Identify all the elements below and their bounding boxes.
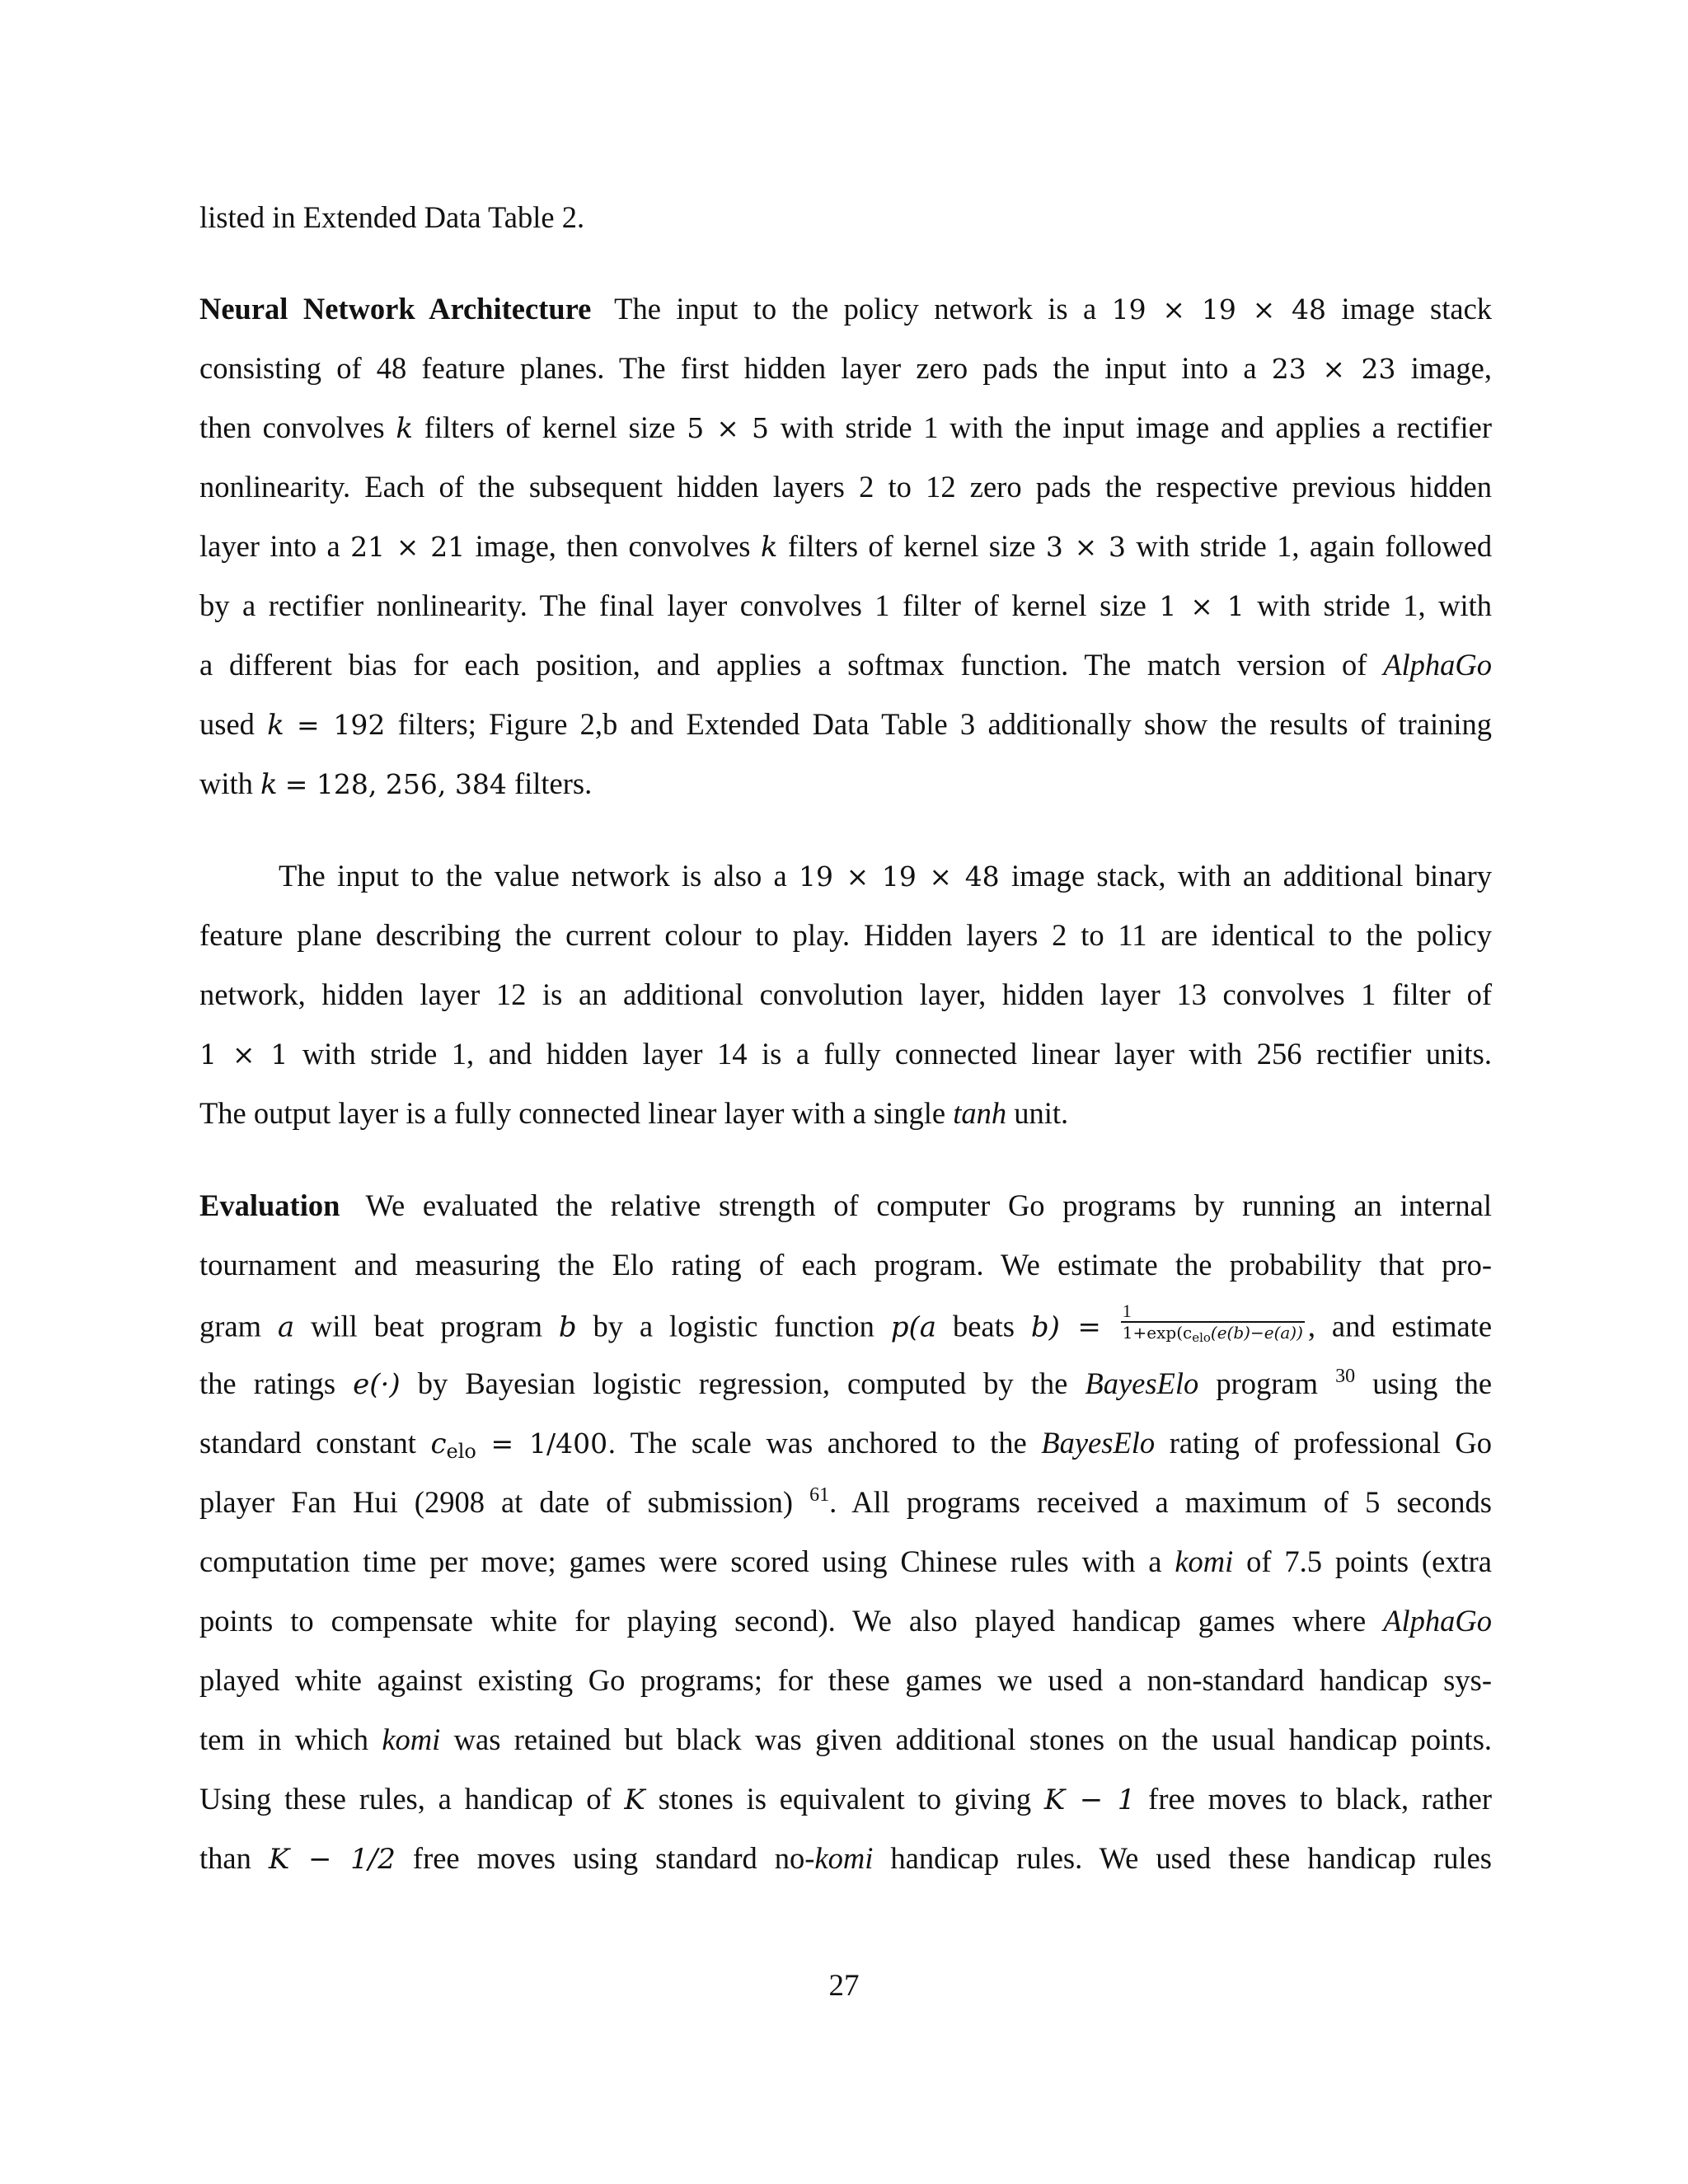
text-line: computation time per move; games were scored using Chinese rules with a komi of 7.5 points (extra: [199, 1544, 1493, 1578]
text-line: by a rectifier nonlinearity. The final layer convolves 1 filter of kernel size 1 × 1 with stride 1, with: [199, 588, 1493, 622]
section-heading-neural-network: Neural Network Architecture: [199, 292, 592, 326]
text-line: then convolves k filters of kernel size 5 × 5 with stride 1 with the input image and applies a rectifier: [199, 410, 1493, 445]
text-line: The input to the value network is also a 19 × 19 × 48 image stack, with an additional binary: [279, 859, 1493, 893]
text-line: listed in Extended Data Table 2.: [199, 200, 585, 234]
citation-ref: 30: [1335, 1366, 1356, 1387]
text-line: Evaluation We evaluated the relative strength of computer Go programs by running an internal: [199, 1188, 1493, 1222]
text-line: feature plane describing the current colour to play. Hidden layers 2 to 11 are identical to the policy: [199, 918, 1492, 952]
logistic-fraction: $\frac{1}{1+\exp(c_{elo}(e(b)-e(a))}$: [1122, 1301, 1303, 1345]
text-line: the ratings e(·) by Bayesian logistic regression, computed by the BayesElo program $^{30}$ using the: [199, 1366, 1493, 1401]
text-line: standard constant $c_{elo} = 1/400$. The scale was anchored to the BayesElo rating of professional Go: [199, 1426, 1493, 1463]
text-line: layer into a 21 × 21 image, then convolves k filters of kernel size 3 × 3 with stride 1, again followed: [199, 529, 1493, 564]
text-line: with k = 128, 256, 384 filters.: [199, 766, 593, 801]
text-line: network, hidden layer 12 is an additional convolution layer, hidden layer 13 convolves 1 filter of: [199, 977, 1492, 1011]
text-line: The output layer is a fully connected linear layer with a single tanh unit.: [199, 1096, 1069, 1130]
text-line: consisting of 48 feature planes. The first hidden layer zero pads the input into a 23 × 23 image,: [199, 351, 1492, 385]
text-line: Using these rules, a handicap of K stones is equivalent to giving K − 1 free moves to black, rather: [199, 1782, 1493, 1816]
text-line: nonlinearity. Each of the subsequent hidden layers 2 to 12 zero pads the respective previous hidden: [199, 470, 1492, 504]
citation-ref: 61: [809, 1484, 830, 1506]
text-line: tournament and measuring the Elo rating of each program. We estimate the probability that pro-: [199, 1248, 1492, 1282]
text-line: a different bias for each position, and applies a softmax function. The match version of AlphaGo: [199, 648, 1493, 682]
text-line: player Fan Hui (2908 at date of submission) $^{61}$. All programs received a maximum of 5 seconds: [199, 1484, 1493, 1519]
text-line: used k = 192 filters; Figure 2,b and Extended Data Table 3 additionally show the results of training: [199, 707, 1492, 742]
text-line: 1 × 1 with stride 1, and hidden layer 14 is a fully connected linear layer with 256 rectifier units.: [199, 1037, 1493, 1071]
page-number: 27: [828, 1969, 860, 2003]
text-line: gram a will beat program b by a logistic function p(a beats b) = $\frac{1}{1+\exp(c_{elo}(e(b)-e(a))}$ , and estimate: [199, 1306, 1492, 1352]
section-heading-evaluation: Evaluation: [199, 1188, 340, 1222]
text-line: tem in which komi was retained but black was given additional stones on the usual handicap points.: [199, 1722, 1493, 1756]
text-line: than K − 1/2 free moves using standard no-komi handicap rules. We used these handicap rules: [199, 1841, 1493, 1876]
text-line: Neural Network Architecture The input to the policy network is a 19 × 19 × 48 image stack: [199, 292, 1493, 326]
text-line: points to compensate white for playing second). We also played handicap games where AlphaGo: [199, 1604, 1492, 1638]
text-line: played white against existing Go programs; for these games we used a non-standard handicap sys-: [199, 1663, 1492, 1697]
